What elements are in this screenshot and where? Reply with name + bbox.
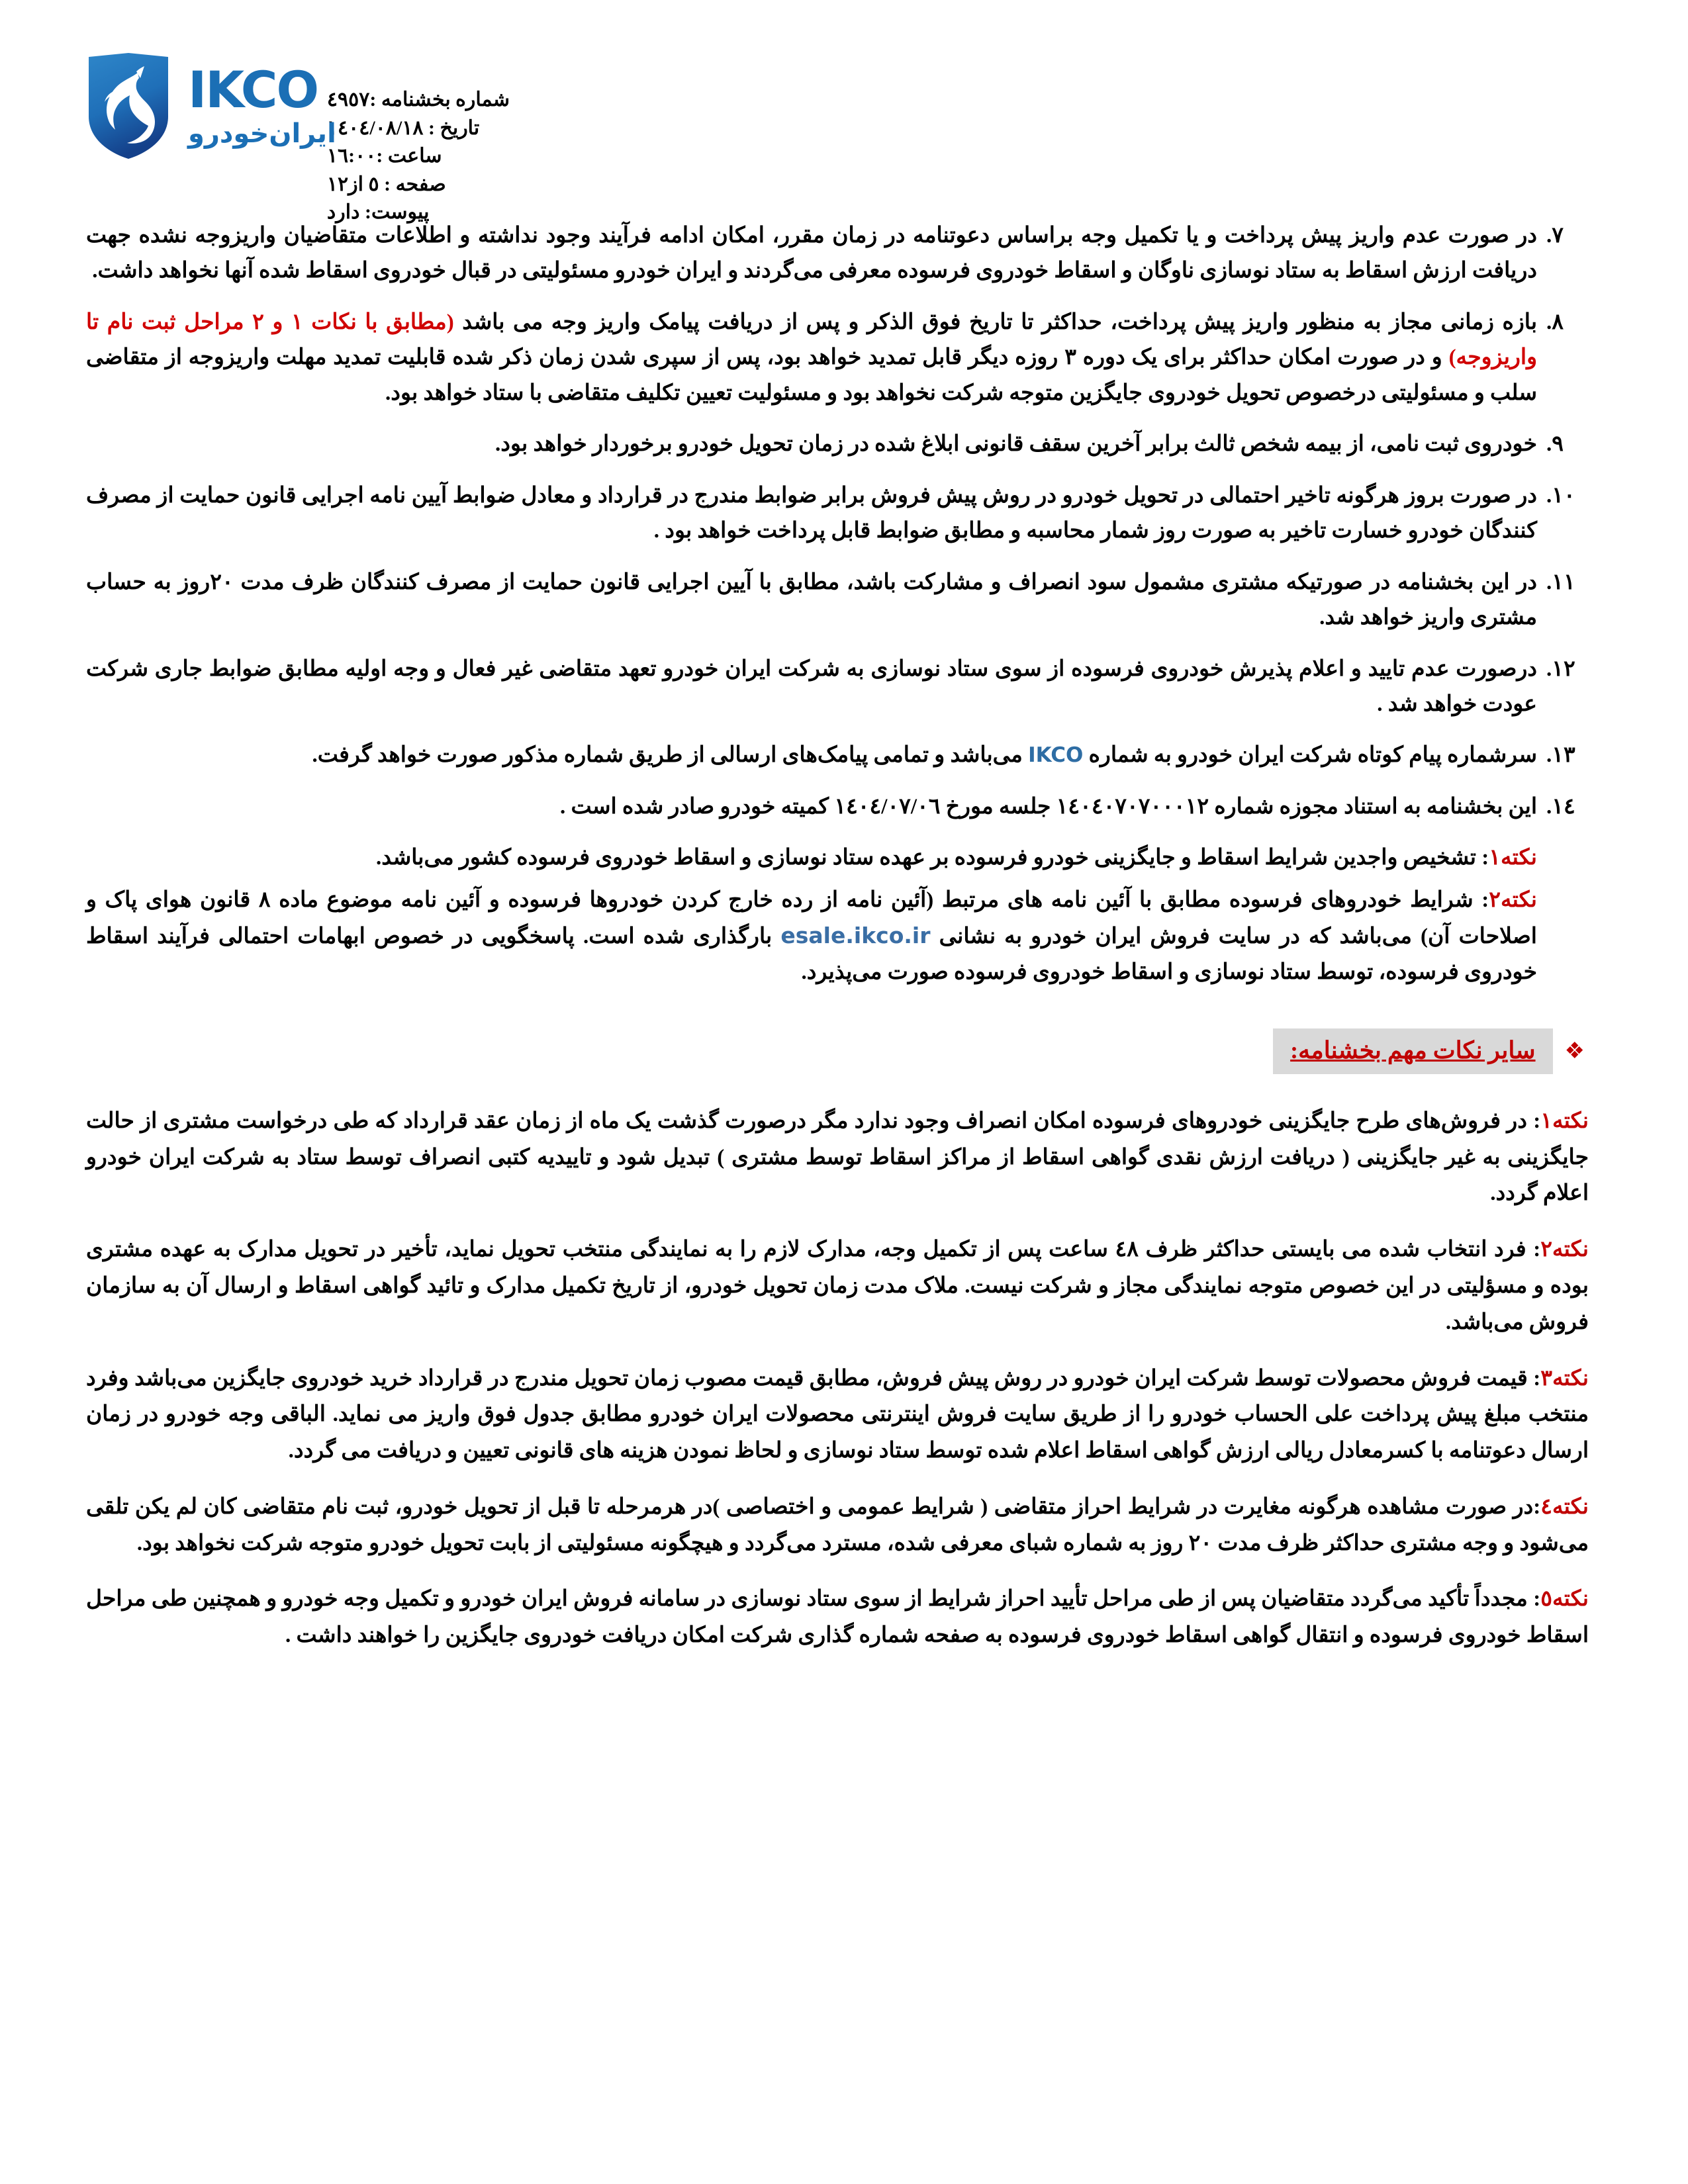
meta-date: تاریخ : ١٤٠٤/٠٨/١٨ <box>326 116 480 139</box>
clause-number: ١٠. <box>1546 483 1575 508</box>
clause-item <box>86 565 1589 636</box>
clause-number: ١٢. <box>1546 657 1575 681</box>
inline-note-label: نکته٢ <box>1489 887 1537 912</box>
logo-latin-text: IKCO <box>188 60 318 119</box>
horse-head-shield-icon <box>86 53 171 159</box>
clause-4-run-0: در این بخشنامه در صورتیکه مشتری مشمول سود انصراف و مشارکت باشد، مطابق با آیین اجرایی قانون حمایت از مصرف کنندگان ظرف مدت ٢٠روز به حساب مشتری واریز خواهد شد. <box>86 570 1537 630</box>
clause-text <box>86 738 1537 773</box>
other-important-notes-heading-row <box>86 1028 1589 1074</box>
clause-3-run-0: در صورت بروز هرگونه تاخیر احتمالی در تحویل خودرو در روش پیش فروش برابر ضوابط مندرج در قرارداد و معادل ضوابط آیین نامه اجرایی قانون حمایت از مصرف کنندگان خودرو خسارت تاخیر به صورت روز شمار محاسبه و مطابق ضوابط قابل پرداخت خواهد بود . <box>86 483 1537 543</box>
diamond-bullet-icon: ❖ <box>1564 1038 1585 1064</box>
important-note-4-run-0: : مجدداً تأکید می‌گردد متقاضیان پس از طی مراحل تأیید احراز شرایط از سوی ستاد نوسازی در سامانه فروش ایران خودرو و تکمیل وجه خودرو و همچنین طی مراحل اسقاط خودروی فرسوده و انتقال گواهی اسقاط خودروی فرسوده به صفحه شماره گذاری شرکت امکان دریافت خودروی جایگزین را خواهند داشت . <box>86 1587 1589 1648</box>
clause-item <box>86 738 1589 773</box>
important-note <box>86 1581 1589 1654</box>
clause-2-run-0: خودروی ثبت نامی، از بیمه شخص ثالث برابر آخرین سقف قانونی ابلاغ شده در زمان تحویل خودرو برخوردار خواهد بود. <box>495 432 1537 457</box>
clause-6-run-2: می‌باشد و تمامی پیامک‌های ارسالی از طریق شماره مذکور صورت خواهد گرفت. <box>312 743 1029 768</box>
important-note-0-run-0: : در فروش‌های طرح جایگزینی خودروهای فرسوده امکان انصراف وجود ندارد مگر درصورت گذشت یک ماه از زمان عقد قرارداد که طی درخواست مشتری از حالت جایگزینی به غیر جایگزینی ( دریافت ارزش نقدی گواهی اسقاط از مراکز اسقاط توسط مشتری ) تبدیل شود و تاییدیه کتبی انصراف توسط ستاد به شرکت ایران خودرو اعلام گردد. <box>86 1109 1589 1206</box>
important-note <box>86 1489 1589 1562</box>
important-note <box>86 1103 1589 1212</box>
important-note-label: نکته١ <box>1540 1109 1589 1133</box>
clause-text <box>86 565 1537 636</box>
clause-number: ٩. <box>1546 432 1564 457</box>
numbered-clause-list <box>86 218 1589 825</box>
inline-note-1-run-2: بارگذاری شده است. پاسخگویی در خصوص ابهامات احتمالی فرآیند اسقاط خودروی فرسوده، توسط ستاد نوسازی و اسقاط خودروی فرسوده صورت می‌پذیرد. <box>86 925 1537 984</box>
clause-0-run-0: در صورت عدم واریز پیش پرداخت و یا تکمیل وجه براساس دعوتنامه در زمان مقرر، امکان ادامه فرآیند وجود نداشته و اطلاعات متقاضیان واریزوجه نشده جهت دریافت ارزش اسقاط به ستاد نوسازی ناوگان و اسقاط خودروی فرسوده معرفی می‌گردند و ایران خودرو مسئولیتی در قبال خودروی اسقاط شده آنها نخواهد داشت. <box>86 224 1537 283</box>
clause-7-run-0: این بخشنامه به استناد مجوزه شماره ١٤٠٤٠٧٠٧٠٠٠١٢ جلسه مورخ ١٤٠٤/٠٧/٠٦ کمیته خودرو صادر شده است . <box>560 794 1537 819</box>
logo-wordmark <box>188 60 336 149</box>
inline-note <box>86 883 1589 990</box>
meta-page: صفحه : ٥ از١٢ <box>326 173 446 195</box>
clause-1-run-0: بازه زمانی مجاز به منظور واریز پیش پرداخت، حداکثر تا تاریخ فوق الذکر و پس از دریافت پیامک واریز وجه می باشد <box>453 310 1538 334</box>
important-note <box>86 1361 1589 1469</box>
clause-item <box>86 478 1589 549</box>
ikco-logo <box>86 53 336 159</box>
important-note-1-run-0: : فرد انتخاب شده می بایستی حداکثر ظرف ٤٨ ساعت پس از تکمیل وجه، مدارک لازم را به نمایندگی منتخب تحویل نماید، تأخیر در تحویل مدارک به عهده مشتری بوده و مسؤلیتی در این خصوص متوجه نمایندگی مجاز و شرکت نیست. ملاک مدت زمان تحویل خودرو، از تاریخ تکمیل مدارک و تائید گواهی اسقاط و ارسال آن به سازمان فروش می‌باشد. <box>86 1238 1589 1334</box>
clause-number: ١٣. <box>1546 743 1575 768</box>
inline-note-0-run-0: : تشخیص واجدین شرایط اسقاط و جایگزینی خودرو فرسوده بر عهده ستاد نوسازی و اسقاط خودروی فرسوده کشور می‌باشد. <box>376 846 1489 870</box>
clause-item <box>86 652 1589 723</box>
clause-number: ١٤. <box>1546 794 1575 819</box>
bottom-notes-group <box>86 1103 1589 1654</box>
meta-attachment: پیوست: دارد <box>326 201 430 224</box>
circular-meta-block <box>327 86 510 227</box>
clause-number: ٨. <box>1546 310 1564 334</box>
clause-item <box>86 218 1589 289</box>
important-note-label: نکته٥ <box>1540 1587 1589 1612</box>
clause-number: ١١. <box>1546 570 1575 594</box>
logo-persian-text: ایران‌خودرو <box>188 118 336 149</box>
clause-item <box>86 427 1589 462</box>
clause-text <box>86 478 1537 549</box>
meta-time: ساعت :١٦:٠٠ <box>326 145 442 167</box>
inline-note-1-run-1[interactable]: esale.ikco.ir <box>780 923 931 949</box>
clause-text <box>86 652 1537 723</box>
important-note-label: نکته٣ <box>1540 1366 1589 1390</box>
clause-6-run-0: سرشماره پیام کوتاه شرکت ایران خودرو به شماره <box>1083 743 1537 768</box>
meta-circular-number: شماره بخشنامه :٤٩٥٧ <box>326 89 510 111</box>
document-body <box>0 218 1688 1654</box>
inline-note <box>86 841 1589 876</box>
inline-note-label: نکته١ <box>1489 846 1537 870</box>
clause-5-run-0: درصورت عدم تایید و اعلام پذیرش خودروی فرسوده از سوی ستاد نوسازی به شرکت ایران خودرو تعهد متقاضی غیر فعال و وجه اولیه مطابق ضوابط جاری شرکت عودت خواهد شد . <box>86 657 1537 716</box>
clause-item <box>86 790 1589 825</box>
important-note-2-run-0: : قیمت فروش محصولات توسط شرکت ایران خودرو در روش پیش فروش، مطابق قیمت مصوب زمان تحویل مندرج در قرارداد خرید خودروی جایگزین می‌باشد وفرد منتخب مبلغ پیش پرداخت علی الحساب خودرو را از طریق سایت فروش اینترنتی محصولات ایران خودرو مطابق جدول فوق واریز می نماید. الباقی وجه خودرو در زمان ارسال دعوتنامه با کسرمعادل ریالی ارزش گواهی اسقاط اعلام شده توسط ستاد نوسازی و لحاظ نمودن هزینه های قانونی تعیین و دریافت می گردد. <box>86 1366 1589 1463</box>
clause-text <box>86 218 1537 289</box>
clause-text <box>86 427 1537 462</box>
important-note-3-run-0: :در صورت مشاهده هرگونه مغایرت در شرایط احراز متقاضی ( شرایط عمومی و اختصاصی )در هرمرحله تا قبل از تحویل خودرو، ثبت نام متقاضی کان لم یکن تلقی می‌شود و وجه مشتری حداکثر ظرف مدت ٢٠ روز به شماره شبای معرفی شده، مسترد می‌گردد و هیچگونه مسئولیتی از بابت تحویل خودرو متوجه شرکت نخواهد بود. <box>86 1494 1589 1555</box>
inline-note-1-run-0: : شرایط خودروهای فرسوده مطابق با آئین نامه های مرتبط (آئین نامه از رده خارج کردن خودروها فرسوده و آئین نامه موضوع ماده ٨ قانون هوای پاک و اصلاحات آن) می‌باشد که در سایت فروش ایران خودرو به نشانی <box>86 887 1537 949</box>
clause-1-run-1: (مطابق با نکات ١ و ٢ مراحل ثبت نام تا واریزوجه) <box>86 310 1538 370</box>
clause-number: ٧. <box>1546 224 1564 248</box>
clause-1-run-2: و در صورت امکان حداکثر برای یک دوره ٣ روزه دیگر قابل تمدید خواهد بود، پس از سپری شدن زمان ذکر شده قابلیت تمدید مهلت واریزوجه از متقاضی سلب و مسئولیتی درخصوص تحویل خودروی جایگزین متوجه شرکت نخواهد بود و مسئولیت تعیین تکلیف متقاضی با ستاد خواهد بود. <box>86 345 1537 405</box>
section-heading-title: سایر نکات مهم بخشنامه: <box>1273 1028 1552 1074</box>
clause-item <box>86 305 1589 411</box>
clause-text <box>86 305 1537 411</box>
document-header <box>0 0 1688 224</box>
inline-notes-group <box>86 841 1589 990</box>
important-note <box>86 1232 1589 1340</box>
clause-6-run-1: IKCO <box>1028 743 1084 768</box>
clause-text <box>86 790 1537 825</box>
important-note-label: نکته٢ <box>1540 1238 1589 1262</box>
important-note-label: نکته٤ <box>1540 1494 1589 1519</box>
